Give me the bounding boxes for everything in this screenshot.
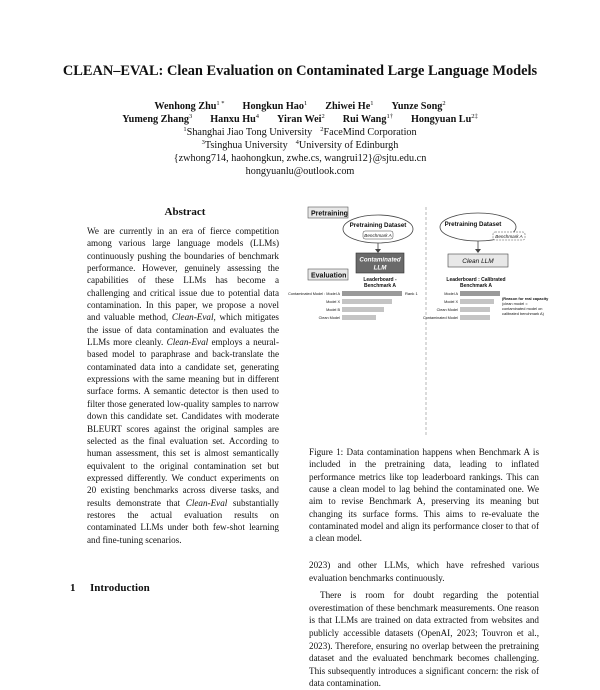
paper-title: CLEAN–EVAL: Clean Evaluation on Contaminated Large Language Models	[62, 63, 538, 79]
affiliation: $^2$FaceMind Corporation	[320, 126, 417, 138]
pretraining-dataset-left-label: Pretraining Dataset	[349, 222, 407, 229]
arrow-left-head	[375, 249, 381, 253]
leaderboard-right-bar	[460, 307, 490, 312]
affiliation: $^4$University of Edinburgh	[295, 139, 399, 151]
leaderboard-left-bar	[342, 291, 402, 296]
leaderboard-left-bar	[342, 315, 376, 320]
rank-1-label: Rank 1	[405, 291, 418, 296]
leaderboard-right-bar	[460, 299, 494, 304]
affiliation: $^1$Shanghai Jiao Tong University	[183, 126, 313, 138]
author: Yumeng Zhang$^3$	[122, 113, 193, 125]
pretraining-dataset-right-label: Pretraining Dataset	[444, 221, 502, 228]
contaminated-llm-label-1: Contaminated	[359, 256, 401, 264]
leaderboard-right-title-1: Leaderboard : Calibrated	[446, 277, 506, 283]
author: Rui Wang$^{1\dagger}$	[342, 113, 393, 125]
author-block	[40, 100, 560, 178]
body-paragraph: There is room for doubt regarding the potential overestimation of these benchmark measurements. One reason is that LLMs are trained on data extracted from websites and publicly accessible datasets (OpenAI, 2023; Touvron et al., 2023). Therefore, ensuring no overlap between the pretraining dataset and the evaluated benchmark becomes challenging. This subsequently introduces a significant concern: the risk of data contamination.	[309, 590, 539, 689]
leaderboard-left-bar	[342, 299, 392, 304]
authors-row-2	[40, 113, 560, 126]
leaderboard-left-row: Model B	[326, 308, 340, 312]
leaderboard-right-row: Contaminated Model	[422, 316, 458, 320]
right-note-line: contaminated model on	[502, 306, 543, 311]
author: Wenhong Zhu$^{1 *}$	[154, 100, 225, 112]
author: Hongkun Hao$^1$	[242, 100, 308, 112]
affiliations-row-1	[40, 126, 560, 139]
evaluation-label: Evaluation	[311, 272, 347, 280]
author: Hanxu Hu$^4$	[210, 113, 260, 125]
leaderboard-right-bar	[460, 291, 500, 296]
leaderboard-left-title-1: Leaderboard -	[363, 277, 397, 283]
authors-row-1	[40, 100, 560, 113]
email-line: {zwhong714, haohongkun, zwhe.cs, wangrui12}@sjtu.edu.cn	[173, 153, 427, 164]
affiliations-row-2	[40, 139, 560, 152]
benchmark-a-left-label: Benchmark A	[364, 233, 392, 238]
leaderboard-left-row: Clean Model	[318, 316, 340, 320]
leaderboard-right-row: Model X	[444, 300, 458, 304]
abstract-text: We are currently in an era of fierce competition among various large language models (LLMs) continuously pushing the boundaries of benchmark performance. However, genuinely assessing the capabilities of these LLMs has become a challenging and critical issue due to potential data contamination. In this paper, we propose a novel and valuable method, Clean-Eval, which mitigates the issue of data contamination and evaluates the LLMs more cleanly. Clean-Eval employs a neural-based model to paraphrase and back-translate the contaminated data into a candidate set, generating expressions with the same meaning but in different surface forms. A semantic detector is then used to filter those generated low-quality samples to narrow down this candidate set. Candidates with moderate BLEURT scores against the original samples are selected as the final evaluation set. According to human assessment, this set is almost semantically equivalent to the original contamination set but expressed differently. We conduct experiments on 20 existing benchmarks across diverse tasks, and results demonstrate that Clean-Eval substantially restores the actual evaluation results on contaminated LLMs under both few-shot learning and fine-tuning scenarios.	[87, 226, 279, 545]
leaderboard-right-row: Clean Model	[436, 308, 458, 312]
body-paragraph: 2023) and other LLMs, which have refreshed various evaluation benchmarks continuously.	[309, 560, 539, 583]
affiliation: $^3$Tsinghua University	[201, 139, 288, 151]
right-note-line: (clean model =	[502, 301, 528, 306]
right-note-line: calibrated benchmark A)	[502, 311, 544, 316]
body-text	[309, 559, 539, 690]
abstract-heading: Abstract	[164, 206, 206, 218]
leaderboard-right-bar	[460, 315, 490, 320]
email-line: hongyuanlu@outlook.com	[245, 166, 355, 177]
benchmark-a-right-label: Benchmark A	[495, 234, 523, 239]
arrow-right-head	[475, 249, 481, 253]
right-note-line: (Reason for real capacity	[502, 296, 549, 301]
leaderboard-left-row: Model X	[326, 300, 340, 304]
figure-1-caption: Figure 1: Data contamination happens when Benchmark A is included in the pretraining data, leading to inflated performance metrics like top leaderboard rankings. This can cause a clean model to lag behind the contaminated one. We aim to revise Benchmark A, preserving its meaning but changing its surface forms. This aims to re-evaluate the contaminated model and align its performance closer to that of a clean model.	[309, 447, 539, 544]
leaderboard-left-row: Contaminated Model : Model A	[288, 292, 340, 296]
clean-llm-label: Clean LLM	[462, 258, 494, 265]
pretraining-label: Pretraining	[311, 210, 348, 218]
section-heading-introduction: 1 Introduction	[70, 582, 150, 594]
leaderboard-left-title-2: Benchmark A	[363, 283, 397, 289]
leaderboard-left-bar	[342, 307, 384, 312]
author: Zhiwei He$^1$	[325, 100, 374, 112]
author: Yunze Song$^2$	[391, 100, 446, 112]
figure-1-diagram	[288, 207, 558, 437]
author: Yiran Wei$^2$	[277, 113, 325, 125]
contaminated-llm-label-2: LLM	[373, 264, 387, 272]
leaderboard-right-row: Model A	[444, 292, 458, 296]
author: Hongyuan $Lu^{2\ddagger}$	[410, 113, 478, 125]
leaderboard-right-title-2: Benchmark A	[459, 283, 493, 289]
